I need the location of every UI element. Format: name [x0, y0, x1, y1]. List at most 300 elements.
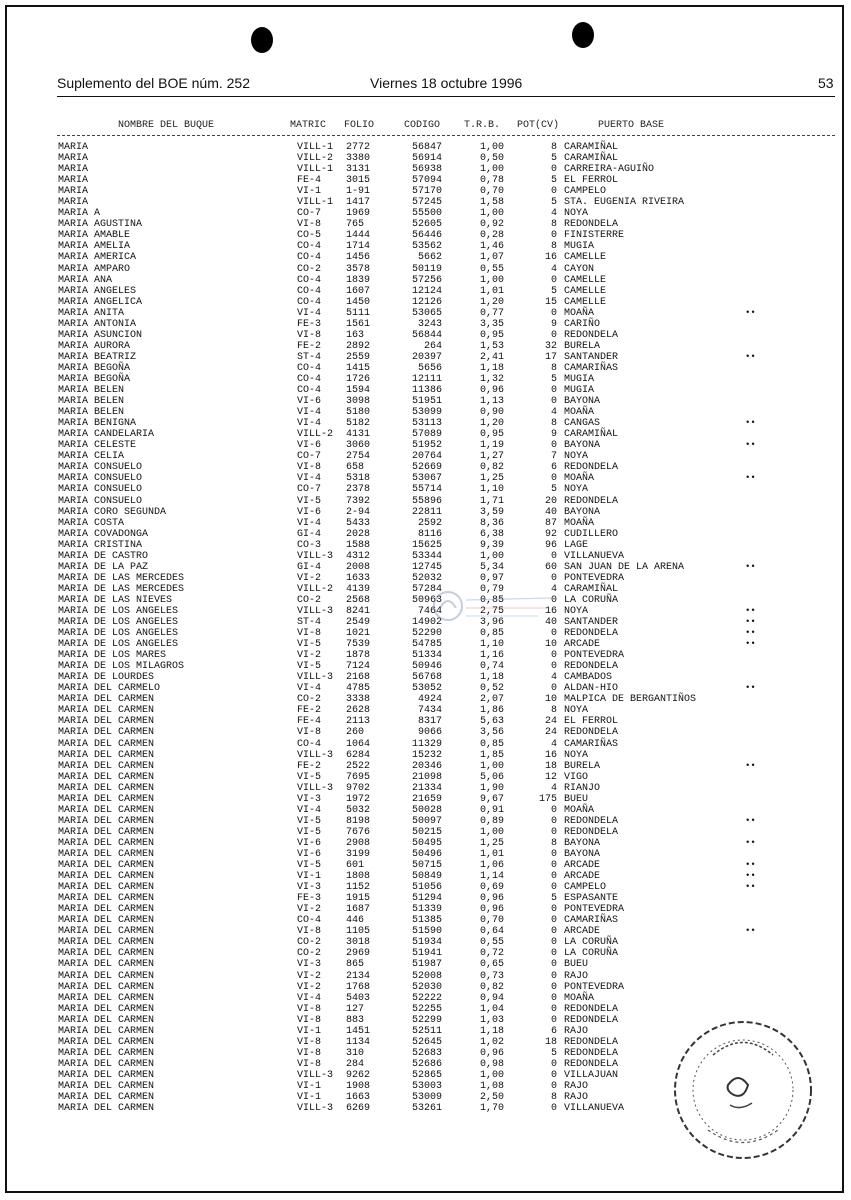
puerto-base: BAYONA	[564, 396, 601, 408]
table-row	[0, 297, 851, 308]
potencia: 8	[550, 362, 557, 374]
vessel-name: MARIA DE CASTRO	[58, 550, 149, 562]
trb: 1,10	[479, 484, 504, 496]
puerto-base: BUEU	[564, 959, 589, 971]
vessel-name: MARIA	[58, 186, 89, 198]
codigo: 50028	[411, 804, 442, 816]
vessel-name: MARIA AMABLE	[58, 230, 131, 242]
codigo: 8317	[417, 716, 442, 728]
codigo: 21659	[411, 793, 442, 805]
puerto-base: CAMARIÑAS	[564, 738, 619, 750]
folio: 8198	[346, 815, 371, 827]
folio: 1663	[346, 1092, 371, 1104]
folio: 3015	[346, 175, 371, 187]
matricula: VILL-3	[297, 550, 334, 562]
trb: 1,71	[479, 495, 504, 507]
folio: 1105	[346, 926, 371, 938]
codigo: 53067	[411, 473, 442, 485]
potencia: 32	[544, 340, 557, 352]
vessel-name: MARIA DE LAS NIEVES	[58, 594, 173, 606]
potencia: 0	[550, 572, 557, 584]
potencia: 16	[544, 252, 557, 264]
col-matric: MATRIC	[290, 120, 327, 131]
matricula: CO-2	[297, 937, 322, 949]
trb: 0,65	[479, 959, 504, 971]
folio: 1808	[346, 871, 371, 883]
codigo: 12124	[411, 285, 442, 297]
potencia: 0	[550, 329, 557, 341]
puerto-base: BAYONA	[564, 440, 601, 452]
vessel-name: MARIA DEL CARMEN	[58, 705, 155, 717]
table-row	[0, 595, 851, 606]
trb: 0,28	[479, 230, 504, 242]
table-row	[0, 683, 851, 694]
vessel-name: MARIA AURORA	[58, 340, 131, 352]
puerto-base: MOAÑA	[564, 804, 595, 816]
folio: 1633	[346, 572, 371, 584]
codigo: 14902	[411, 617, 442, 629]
puerto-base: MOAÑA	[564, 307, 595, 319]
codigo: 22811	[411, 506, 442, 518]
potencia: 0	[550, 1069, 557, 1081]
potencia: 0	[550, 385, 557, 397]
puerto-base: CAMELLE	[564, 296, 607, 308]
trb: 1,04	[479, 1003, 504, 1015]
codigo: 52030	[411, 981, 442, 993]
potencia: 0	[550, 473, 557, 485]
matricula: VI-8	[297, 1047, 322, 1059]
vessel-name: MARIA DEL CARMEN	[58, 694, 155, 706]
table-row	[0, 783, 851, 794]
trb: 3,56	[479, 727, 504, 739]
vessel-name: MARIA DEL CARMEN	[58, 1080, 155, 1092]
trb: 1,46	[479, 241, 504, 253]
folio: 658	[346, 462, 365, 474]
trb: 0,89	[479, 815, 504, 827]
codigo: 52511	[411, 1025, 442, 1037]
puerto-base: CARAMIÑAL	[564, 142, 619, 153]
matricula: VI-6	[297, 837, 322, 849]
puerto-base: ALDAN-HIO	[564, 683, 619, 695]
potencia: 0	[550, 1003, 557, 1015]
trb: 0,52	[479, 683, 504, 695]
trb: 0,85	[479, 738, 504, 750]
table-row	[0, 573, 851, 584]
matricula: VI-5	[297, 771, 322, 783]
matricula: VI-5	[297, 860, 322, 872]
folio: 2908	[346, 837, 371, 849]
vessel-name: MARIA DEL CARMEN	[58, 970, 155, 982]
matricula: VI-8	[297, 727, 322, 739]
matricula: GI-4	[297, 561, 322, 573]
vessel-name: MARIA ANA	[58, 274, 113, 286]
table-row	[0, 142, 851, 153]
trb: 1,53	[479, 340, 504, 352]
trb: 1,13	[479, 396, 504, 408]
potencia: 8	[550, 418, 557, 430]
potencia: 4	[550, 208, 557, 220]
folio: 5180	[346, 407, 371, 419]
trb: 5,63	[479, 716, 504, 728]
table-row	[0, 208, 851, 219]
codigo: 8116	[417, 528, 442, 540]
table-row	[0, 827, 851, 838]
potencia: 18	[544, 1036, 557, 1048]
trb: 0,70	[479, 186, 504, 198]
matricula: VI-8	[297, 628, 322, 640]
vessel-name: MARIA DEL CARMEN	[58, 760, 155, 772]
puerto-base: MUGIA	[564, 373, 595, 385]
codigo: 50496	[411, 849, 442, 860]
trb: 3,35	[479, 318, 504, 330]
puerto-base: CARREIRA-AGUIÑO	[564, 164, 655, 176]
vessel-name: MARIA DEL CARMEN	[58, 1069, 155, 1081]
trb: 1,19	[479, 440, 504, 452]
matricula: VI-4	[297, 683, 322, 695]
potencia: 8	[550, 837, 557, 849]
table-row	[0, 418, 851, 429]
vessel-name: MARIA BEATRIZ	[58, 351, 137, 363]
codigo: 51952	[411, 440, 442, 452]
row-mark: ••	[745, 860, 756, 871]
trb: 0,78	[479, 175, 504, 187]
matricula: VI-8	[297, 219, 322, 231]
trb: 2,50	[479, 1092, 504, 1104]
folio: 1687	[346, 904, 371, 916]
folio: 6284	[346, 749, 371, 761]
trb: 1,00	[479, 208, 504, 220]
matricula: CO-4	[297, 362, 322, 374]
folio: 3380	[346, 153, 371, 165]
matricula: VI-5	[297, 661, 322, 673]
folio: 1-91	[346, 186, 371, 198]
puerto-base: SANTANDER	[564, 617, 619, 629]
codigo: 5662	[417, 252, 442, 264]
row-mark: ••	[745, 440, 756, 451]
folio: 865	[346, 959, 365, 971]
vessel-name: MARIA CORO SEGUNDA	[58, 506, 167, 518]
column-header-rule	[57, 135, 835, 136]
matricula: VILL-1	[297, 197, 334, 209]
puerto-base: REDONDELA	[564, 495, 619, 507]
potencia: 0	[550, 594, 557, 606]
row-mark: ••	[745, 837, 756, 848]
matricula: ST-4	[297, 351, 322, 363]
codigo: 9066	[417, 727, 442, 739]
folio: 7124	[346, 661, 371, 673]
trb: 1,85	[479, 749, 504, 761]
trb: 1,00	[479, 826, 504, 838]
vessel-name: MARIA DEL CARMEN	[58, 1014, 155, 1026]
table-row	[0, 308, 851, 319]
puerto-base: VILLANUEVA	[564, 1103, 625, 1115]
table-row	[0, 705, 851, 716]
codigo: 15625	[411, 539, 442, 551]
codigo: 5656	[417, 362, 442, 374]
codigo: 52605	[411, 219, 442, 231]
vessel-name: MARIA A	[58, 208, 101, 220]
table-row	[0, 252, 851, 263]
puerto-base: EL FERROL	[564, 716, 619, 728]
vessel-name: MARIA ANGELICA	[58, 296, 143, 308]
codigo: 7434	[417, 705, 442, 717]
matricula: CO-2	[297, 948, 322, 960]
table-row	[0, 473, 851, 484]
folio: 2559	[346, 351, 371, 363]
watermark-seal-icon	[428, 583, 558, 629]
row-mark: ••	[745, 473, 756, 484]
codigo: 2592	[417, 517, 442, 529]
vessel-name: MARIA CONSUELO	[58, 484, 143, 496]
codigo: 20346	[411, 760, 442, 772]
folio: 2568	[346, 594, 371, 606]
puerto-base: MOAÑA	[564, 473, 595, 485]
matricula: VI-1	[297, 186, 322, 198]
header-date: Viernes 18 octubre 1996	[370, 75, 523, 91]
table-row	[0, 374, 851, 385]
potencia: 9	[550, 429, 557, 441]
table-row	[0, 186, 851, 197]
codigo: 50715	[411, 860, 442, 872]
puerto-base: CARAMIÑAL	[564, 583, 619, 595]
trb: 1,07	[479, 252, 504, 264]
puerto-base: BURELA	[564, 340, 601, 352]
matricula: VILL-3	[297, 605, 334, 617]
matricula: VI-8	[297, 462, 322, 474]
matricula: VI-5	[297, 815, 322, 827]
table-row	[0, 330, 851, 341]
table-row	[0, 319, 851, 330]
vessel-name: MARIA DEL CARMEN	[58, 782, 155, 794]
puerto-base: MUGIA	[564, 385, 595, 397]
trb: 0,92	[479, 219, 504, 231]
table-row	[0, 451, 851, 462]
vessel-name: MARIA AMELIA	[58, 241, 131, 253]
folio: 7695	[346, 771, 371, 783]
table-row	[0, 429, 851, 440]
folio: 5318	[346, 473, 371, 485]
table-row	[0, 904, 851, 915]
trb: 1,03	[479, 1014, 504, 1026]
codigo: 53099	[411, 407, 442, 419]
vessel-name: MARIA DE LOS ANGELES	[58, 617, 179, 629]
trb: 1,00	[479, 142, 504, 153]
trb: 1,01	[479, 849, 504, 860]
puerto-base: CAYON	[564, 263, 595, 275]
codigo: 56844	[411, 329, 442, 341]
puerto-base: NOYA	[564, 705, 589, 717]
potencia: 0	[550, 683, 557, 695]
puerto-base: RAJO	[564, 1025, 589, 1037]
vessel-name: MARIA DEL CARMEN	[58, 926, 155, 938]
table-row	[0, 926, 851, 937]
codigo: 52290	[411, 628, 442, 640]
matricula: FE-2	[297, 760, 322, 772]
trb: 0,97	[479, 572, 504, 584]
vessel-name: MARIA ANITA	[58, 307, 125, 319]
folio: 5403	[346, 992, 371, 1004]
matricula: FE-4	[297, 716, 322, 728]
folio: 3131	[346, 164, 371, 176]
matricula: VI-8	[297, 329, 322, 341]
row-mark: ••	[745, 561, 756, 572]
potencia: 5	[550, 285, 557, 297]
trb: 1,18	[479, 362, 504, 374]
puerto-base: MOAÑA	[564, 992, 595, 1004]
trb: 5,34	[479, 561, 504, 573]
puerto-base: CAMARIÑAS	[564, 915, 619, 927]
folio: 1451	[346, 1025, 371, 1037]
potencia: 0	[550, 915, 557, 927]
vessel-name: MARIA ANGELES	[58, 285, 137, 297]
table-row	[0, 639, 851, 650]
potencia: 5	[550, 197, 557, 209]
vessel-name: MARIA CRISTINA	[58, 539, 143, 551]
potencia: 10	[544, 639, 557, 651]
table-row	[0, 462, 851, 473]
matricula: VI-6	[297, 506, 322, 518]
trb: 5,06	[479, 771, 504, 783]
row-mark: ••	[745, 926, 756, 937]
matricula: CO-5	[297, 230, 322, 242]
vessel-name: MARIA BELEN	[58, 385, 125, 397]
row-mark: ••	[745, 418, 756, 429]
table-row	[0, 352, 851, 363]
potencia: 0	[550, 849, 557, 860]
vessel-name: MARIA BELEN	[58, 396, 125, 408]
trb: 1,00	[479, 550, 504, 562]
codigo: 52865	[411, 1069, 442, 1081]
puerto-base: NOYA	[564, 208, 589, 220]
vessel-name: MARIA ANTONIA	[58, 318, 137, 330]
potencia: 5	[550, 893, 557, 905]
vessel-name: MARIA CANDELARIA	[58, 429, 155, 441]
puerto-base: MUGIA	[564, 241, 595, 253]
row-mark: ••	[745, 639, 756, 650]
header-publication: Suplemento del BOE núm. 252	[57, 75, 251, 91]
table-row	[0, 761, 851, 772]
potencia: 8	[550, 142, 557, 153]
puerto-base: REDONDELA	[564, 727, 619, 739]
folio: 1594	[346, 385, 371, 397]
trb: 0,64	[479, 926, 504, 938]
folio: 2522	[346, 760, 371, 772]
potencia: 0	[550, 396, 557, 408]
matricula: VI-1	[297, 1025, 322, 1037]
puerto-base: LA CORUÑA	[564, 594, 619, 606]
folio: 5111	[346, 307, 371, 319]
codigo: 53009	[411, 1092, 442, 1104]
folio: 2754	[346, 451, 371, 463]
folio: 1021	[346, 628, 371, 640]
matricula: CO-2	[297, 594, 322, 606]
folio: 765	[346, 219, 365, 231]
puerto-base: CANGAS	[564, 418, 601, 430]
potencia: 0	[550, 661, 557, 673]
potencia: 92	[544, 528, 557, 540]
potencia: 7	[550, 451, 557, 463]
table-row	[0, 496, 851, 507]
puerto-base: FINISTERRE	[564, 230, 625, 242]
vessel-name: MARIA BEGOÑA	[58, 362, 131, 374]
potencia: 9	[550, 318, 557, 330]
folio: 1456	[346, 252, 371, 264]
punch-hole	[251, 27, 273, 53]
codigo: 57245	[411, 197, 442, 209]
puerto-base: REDONDELA	[564, 219, 619, 231]
potencia: 0	[550, 628, 557, 640]
potencia: 0	[550, 904, 557, 916]
potencia: 5	[550, 373, 557, 385]
codigo: 3243	[417, 318, 442, 330]
trb: 8,36	[479, 517, 504, 529]
puerto-base: CARAMIÑAL	[564, 429, 619, 441]
folio: 2628	[346, 705, 371, 717]
folio: 1152	[346, 882, 371, 894]
vessel-name: MARIA DE LOS ANGELES	[58, 639, 179, 651]
potencia: 17	[544, 351, 557, 363]
table-row	[0, 661, 851, 672]
matricula: VILL-2	[297, 153, 334, 165]
puerto-base: ARCADE	[564, 926, 601, 938]
vessel-name: MARIA COVADONGA	[58, 528, 149, 540]
table-row	[0, 164, 851, 175]
folio: 1450	[346, 296, 371, 308]
trb: 1,14	[479, 871, 504, 883]
puerto-base: LA CORUÑA	[564, 937, 619, 949]
vessel-name: MARIA DEL CARMEN	[58, 738, 155, 750]
trb: 3,59	[479, 506, 504, 518]
vessel-name: MARIA DEL CARMEN	[58, 749, 155, 761]
puerto-base: RIANJO	[564, 782, 601, 794]
table-row	[0, 551, 851, 562]
folio: 2549	[346, 617, 371, 629]
vessel-name: MARIA AMPARO	[58, 263, 131, 275]
matricula: FE-3	[297, 318, 322, 330]
table-row	[0, 650, 851, 661]
trb: 0,74	[479, 661, 504, 673]
folio: 1726	[346, 373, 371, 385]
puerto-base: REDONDELA	[564, 628, 619, 640]
puerto-base: BUEU	[564, 793, 589, 805]
puerto-base: CAMBADOS	[564, 672, 613, 684]
vessel-name: MARIA CONSUELO	[58, 462, 143, 474]
potencia: 40	[544, 506, 557, 518]
col-codigo: CODIGO	[404, 120, 441, 131]
table-row	[0, 363, 851, 374]
table-row	[0, 440, 851, 451]
potencia: 0	[550, 871, 557, 883]
table-row	[0, 518, 851, 529]
folio: 1969	[346, 208, 371, 220]
table-row	[0, 341, 851, 352]
matricula: CO-2	[297, 263, 322, 275]
folio: 2378	[346, 484, 371, 496]
matricula: VILL-3	[297, 1103, 334, 1115]
vessel-name: MARIA DEL CARMELO	[58, 683, 161, 695]
row-mark: ••	[745, 628, 756, 639]
table-row	[0, 971, 851, 982]
matricula: VI-2	[297, 970, 322, 982]
potencia: 4	[550, 738, 557, 750]
potencia: 0	[550, 815, 557, 827]
folio: 1607	[346, 285, 371, 297]
codigo: 53003	[411, 1080, 442, 1092]
trb: 1,20	[479, 418, 504, 430]
trb: 1,00	[479, 1069, 504, 1081]
trb: 0,55	[479, 937, 504, 949]
puerto-base: PONTEVEDRA	[564, 904, 625, 916]
